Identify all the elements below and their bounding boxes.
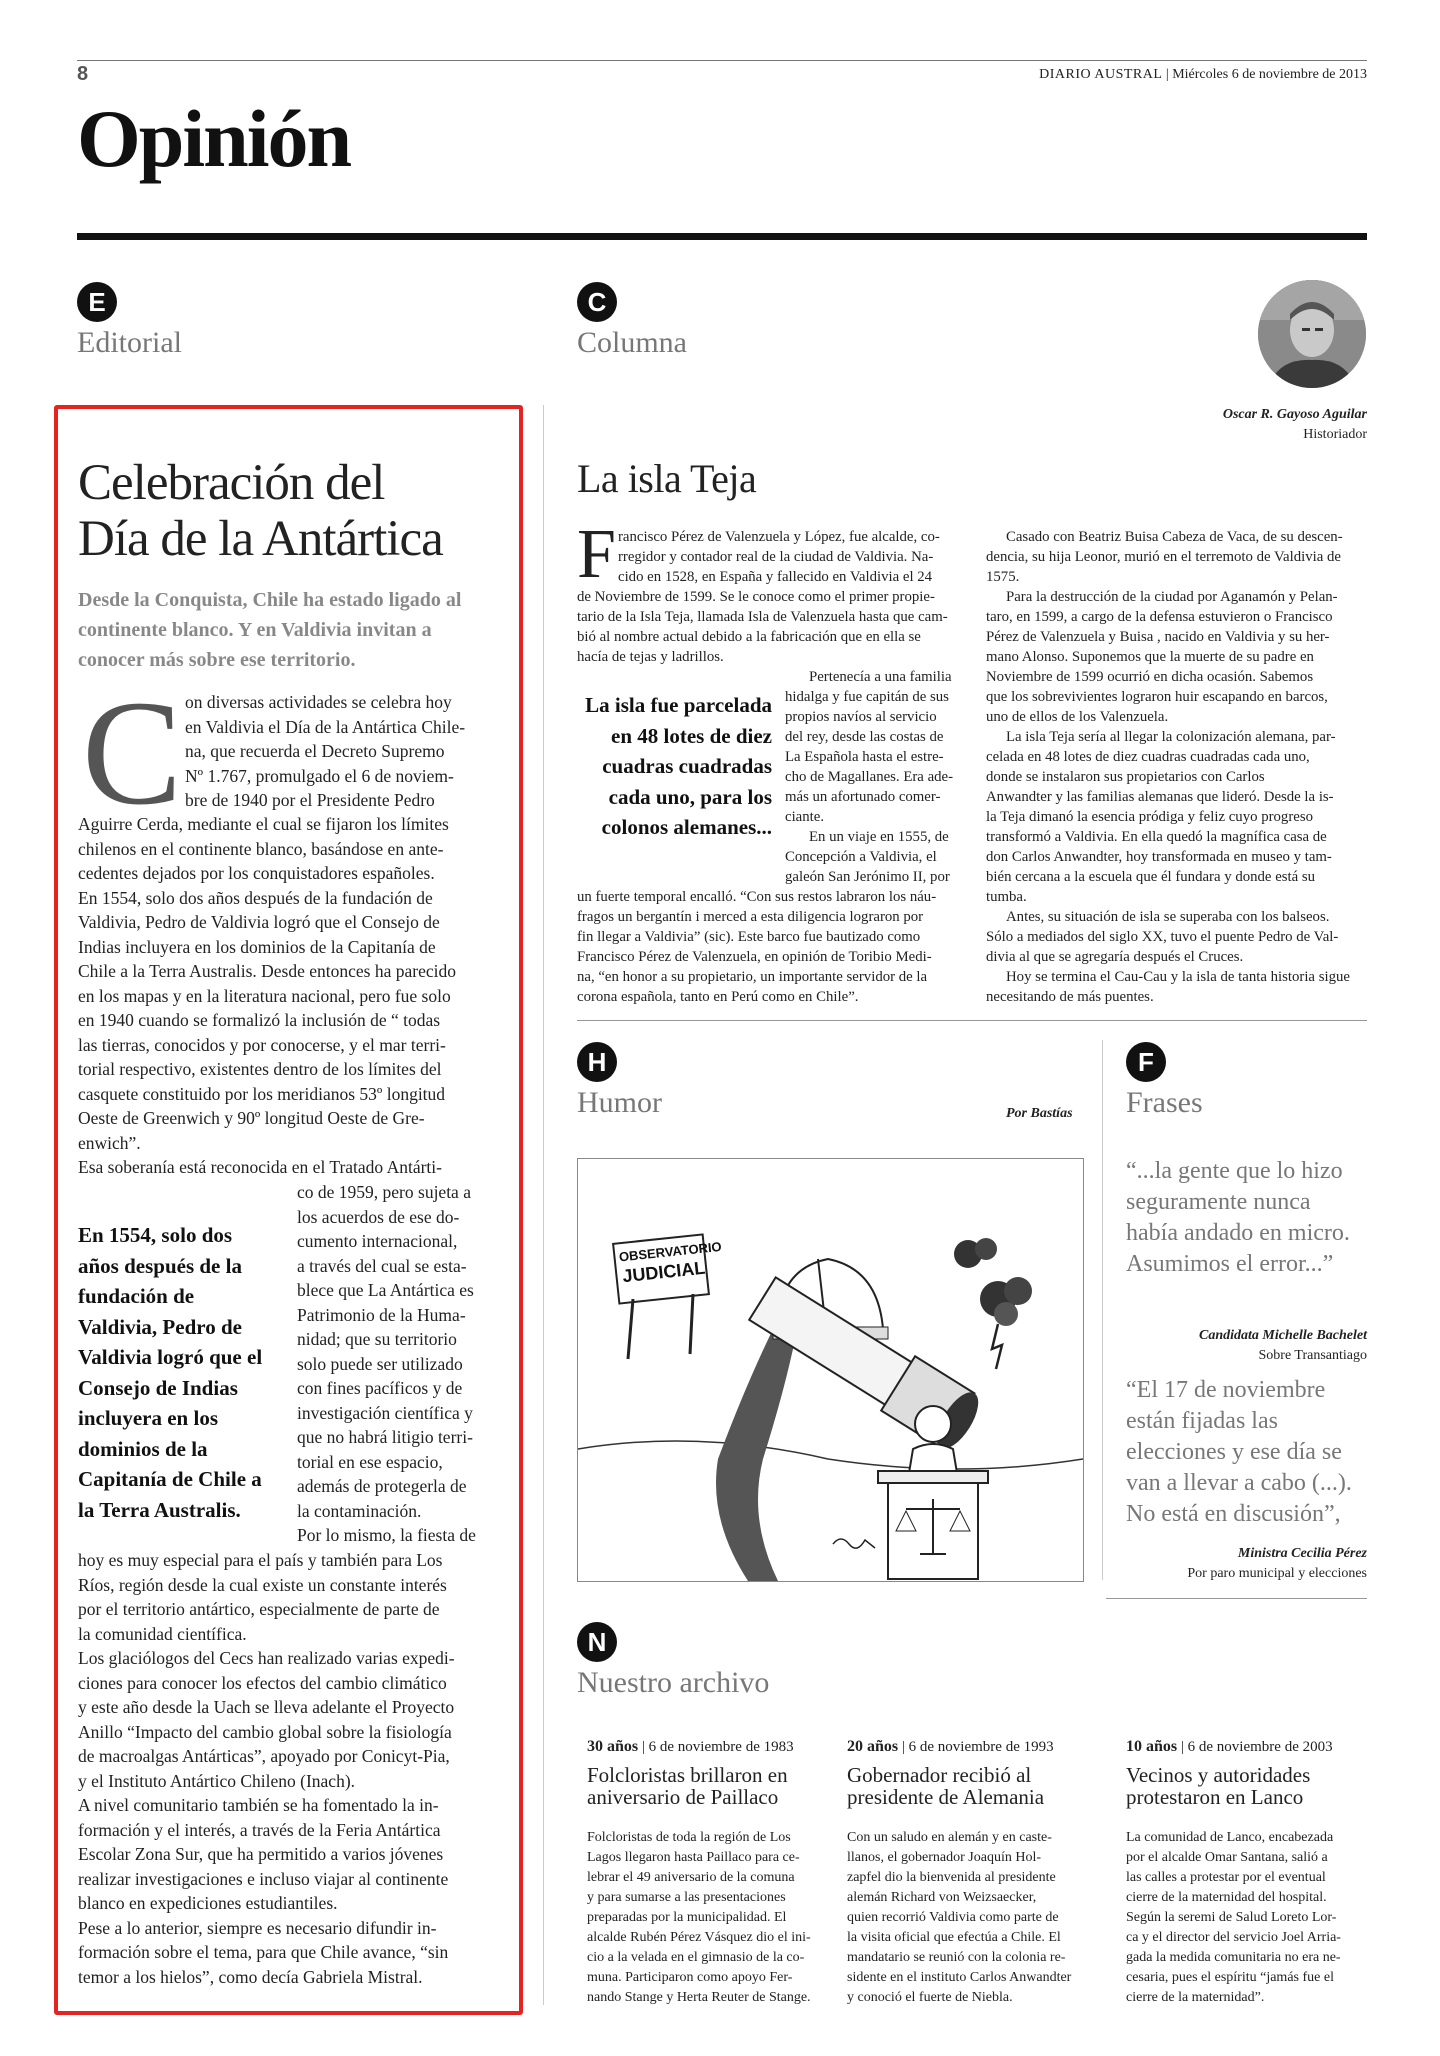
column-divider	[543, 405, 544, 2005]
cartoon-sign-line2: JUDICIAL	[621, 1257, 707, 1287]
text-line: na, “en honor a su propietario, un importante servidor de la	[577, 969, 928, 985]
column-kicker: Columna	[577, 326, 687, 359]
text-line: fin llegar a Valdivia” (sic). Este barco fue bautizado como	[577, 929, 921, 945]
editorial-badge: E	[77, 282, 117, 322]
frase-quote-1: “...la gente que lo hizo seguramente nunca había andado en micro. Asumimos el error...”	[1126, 1158, 1350, 1277]
text-line: Anillo “Impacto del cambio global sobre la fisiología	[78, 1721, 452, 1742]
text-line: alcalde Rubén Pérez Vásquez dio el ini-	[587, 1930, 811, 1945]
text-line: En 1554, solo dos años después de la fundación de	[78, 887, 433, 908]
text-line: y el Instituto Antártico Chileno (Inach).	[78, 1770, 356, 1791]
text-line: las calles a protestar por el eventual	[1126, 1870, 1326, 1885]
text-line: cierre de la maternidad del hospital.	[1126, 1890, 1327, 1905]
text-line: Concepción a Valdivia, el	[785, 849, 937, 865]
text-line: Francisco Pérez de Valenzuela, en opinión de Toribio Medi-	[577, 949, 932, 965]
text-line: cesaria, pues el espíritu “jamás fue el	[1126, 1970, 1334, 1985]
archivo-item-title: Gobernador recibió al presidente de Alemania	[847, 1763, 1045, 1809]
text-line: en Valdivia el Día de la Antártica Chile-	[185, 716, 466, 737]
text-line: divia al que se agregaría después el Cruces.	[986, 949, 1244, 965]
publication-date: Miércoles 6 de noviembre de 2013	[1172, 67, 1367, 82]
editorial-kicker: Editorial	[77, 326, 182, 359]
text-line: temor a los hielos”, como decía Gabriela Mistral.	[78, 1966, 423, 1987]
text-line: La isla Teja sería al llegar la colonización alemana, par-	[1006, 729, 1336, 745]
archivo-badge: N	[577, 1622, 617, 1662]
text-line: que los sobrevivientes lograron huir escapando en barcos,	[986, 689, 1328, 705]
column-badge: C	[577, 282, 617, 322]
editorial-dropcap: C	[82, 670, 183, 836]
editorial-body-intro	[185, 690, 490, 813]
text-line: Indias incluyera en los dominios de la Capitanía de	[78, 936, 436, 957]
text-line: co de 1959, pero sujeta a	[297, 1182, 471, 1202]
text-line: por el alcalde Omar Santana, salió a	[1126, 1850, 1328, 1865]
text-line: corona española, tanto en Perú como en Chile”.	[577, 989, 859, 1005]
text-line: mandatario se reunió con la colonia re-	[847, 1950, 1066, 1965]
humor-credit: Por Bastías	[1006, 1106, 1073, 1121]
frase-attribution-1	[1199, 1326, 1367, 1366]
cartoon-telescope-icon	[578, 1159, 1083, 1581]
text-line: donde se instalaron sus propietarios con Carlos	[986, 769, 1265, 785]
text-line: Pérez de Valenzuela y Buisa , nacido en Valdivia y su her-	[986, 629, 1330, 645]
archivo-item-meta: 20 años | 6 de noviembre de 1993	[847, 1738, 1054, 1755]
humor-cartoon	[577, 1158, 1084, 1582]
text-line: ciante.	[785, 809, 825, 825]
frases-badge: F	[1126, 1042, 1166, 1082]
text-line: dencia, su hija Leonor, murió en el terremoto de Valdivia de	[986, 549, 1341, 565]
text-line: bió al nombre actual debido a la fabricación que en ella se	[577, 629, 921, 645]
text-line: hidalga y fue capitán de sus	[785, 689, 949, 705]
frase-attribution-2	[1187, 1544, 1367, 1584]
text-line: A nivel comunitario también se ha fomentado la in-	[78, 1795, 439, 1815]
text-line: La Española hasta el estre-	[785, 749, 944, 765]
text-line: de Noviembre de 1599. Se le conoce como el primer propie-	[577, 589, 935, 605]
cartoon-sign-line1: OBSERVATORIO	[618, 1238, 723, 1265]
text-line: fragos un bergantín i merced a esta diligencia lograron por	[577, 909, 924, 925]
text-line: Noviembre de 1599 ocurrió en dicha ocasión. Sabemos	[986, 669, 1314, 685]
archivo-item-text	[587, 1828, 832, 2008]
text-line: En un viaje en 1555, de	[809, 829, 949, 845]
text-line: tario de la Isla Teja, llamada Isla de Valenzuela hasta que cam-	[577, 609, 948, 625]
text-line: uno de ellos de los Valenzuela.	[986, 709, 1169, 725]
archivo-item-text	[847, 1828, 1092, 2008]
text-line: formación sobre el tema, para que Chile avance, “sin	[78, 1942, 449, 1962]
editorial-deck: Desde la Conquista, Chile ha estado ligado al continente blanco. Y en Valdivia invitan a conocer más sobre ese territorio.	[78, 589, 462, 671]
column-side	[785, 667, 958, 887]
text-line: torial respectivo, existentes dentro de los límites del	[78, 1059, 442, 1079]
author-avatar	[1258, 280, 1366, 388]
text-line: bién cercana a la escuela que él fundara y donde está su	[986, 869, 1316, 885]
text-line: on diversas actividades se celebra hoy	[185, 692, 452, 712]
text-line: más un afortunado comer-	[785, 789, 941, 805]
text-line: lebrar el 49 aniversario de la comuna	[587, 1870, 795, 1885]
text-line: ca y el director del servicio Joel Arria-	[1126, 1930, 1341, 1945]
column-author-name: Oscar R. Gayoso Aguilar	[1222, 407, 1367, 422]
text-line: los acuerdos de ese do-	[297, 1206, 460, 1227]
text-line: don Carlos Anwandter, hoy transformada en museo y tam-	[986, 849, 1332, 865]
text-line: realizar investigaciones e incluso viajar al continente	[78, 1868, 449, 1889]
text-line: y conoció el fuerte de Niebla.	[847, 1990, 1013, 2005]
text-line: Escolar Zona Sur, que ha permitido a varios jóvenes	[78, 1844, 444, 1864]
text-line: la comunidad científica.	[78, 1623, 247, 1644]
text-line: na, que recuerda el Decreto Supremo	[185, 741, 445, 761]
archivo-kicker: Nuestro archivo	[577, 1666, 770, 1699]
archivo-item	[1126, 1738, 1367, 2008]
text-line: gada la medida comunitaria no era ne-	[1126, 1950, 1341, 1965]
archivo-item-date: 6 de noviembre de 1993	[908, 1739, 1054, 1755]
text-line: las tierras, conocidos y por conocerse, y el mar terri-	[78, 1034, 446, 1055]
column-author-role: Historiador	[1303, 427, 1367, 442]
archivo-item-text	[1126, 1828, 1367, 2008]
archivo-item-meta: 10 años | 6 de noviembre de 2003	[1126, 1738, 1333, 1755]
text-line: alemán Richard von Weizsaecker,	[847, 1890, 1037, 1905]
archivo-item-date: 6 de noviembre de 1983	[648, 1739, 794, 1755]
archivo-item	[587, 1738, 832, 2008]
text-line: investigación científica y	[297, 1402, 473, 1423]
text-line: Anwandter y las familias alemanas que lideró. Desde la is-	[986, 789, 1334, 805]
frase-author-1: Candidata Michelle Bachelet	[1199, 1328, 1367, 1343]
text-line: la contaminación.	[297, 1500, 422, 1521]
text-line: cierre de la maternidad”.	[1126, 1990, 1265, 2005]
publication-name: DIARIO AUSTRAL	[1039, 67, 1163, 82]
text-line: cedentes dejados por los conquistadores españoles.	[78, 863, 435, 883]
editorial-body-side	[297, 1180, 502, 1548]
text-line: Oeste de Greenwich y 90º longitud Oeste de Gre-	[78, 1108, 425, 1128]
text-line: bre de 1940 por el Presidente Pedro	[185, 790, 435, 810]
column-author	[1223, 405, 1367, 445]
text-line: cho de Magallanes. Era ade-	[785, 769, 954, 785]
column-headline: La isla Teja	[577, 456, 757, 501]
frase-quote-2: “El 17 de noviembre están fijadas las elecciones y ese día se van a llevar a cabo (...). No está en discusión”,	[1126, 1377, 1352, 1527]
text-line: galeón San Jerónimo II, por	[785, 869, 950, 885]
text-line: ciones para conocer los efectos del cambio climático	[78, 1672, 447, 1693]
text-line: además de protegerla de	[297, 1476, 467, 1496]
text-line: Pertenecía a una familia	[809, 669, 952, 685]
text-line: Para la destrucción de la ciudad por Aganamón y Pelan-	[1006, 589, 1338, 605]
author-portrait-icon	[1258, 280, 1366, 388]
frase-context-2: Por paro municipal y elecciones	[1187, 1566, 1367, 1581]
text-line: Aguirre Cerda, mediante el cual se fijaron los límites	[78, 814, 449, 834]
text-line: Sólo a mediados del siglo XX, tuvo el puente Pedro de Val-	[986, 929, 1339, 945]
humor-badge: H	[577, 1042, 617, 1082]
text-line: cumento internacional,	[297, 1231, 458, 1251]
text-line: sidente en el instituto Carlos Anwandter	[847, 1970, 1072, 1985]
text-line: enwich”.	[78, 1132, 141, 1153]
frases-divider	[1102, 1040, 1103, 1580]
text-line: hacía de tejas y ladrillos.	[577, 649, 724, 665]
text-line: con fines pacíficos y de	[297, 1378, 463, 1398]
text-line: preparadas por la municipalidad. El	[587, 1910, 787, 1925]
page-number: 8	[77, 63, 89, 85]
text-line: La comunidad de Lanco, encabezada	[1126, 1830, 1334, 1845]
frase-author-2: Ministra Cecilia Pérez	[1237, 1546, 1367, 1561]
column-right	[986, 527, 1367, 1007]
text-line: celada en 48 lotes de diez cuadras cuadradas cada uno,	[986, 749, 1310, 765]
text-line: transformó a Valdivia. En ella quedó la magnífica casa de	[986, 829, 1327, 845]
text-line: necesitando de más puentes.	[986, 989, 1154, 1005]
text-line: nidad; que su territorio	[297, 1329, 457, 1349]
text-line: que no habrá litigio terri-	[297, 1427, 473, 1447]
text-line: propios navíos al servicio	[785, 709, 937, 725]
text-line: Según la seremi de Salud Loreto Lor-	[1126, 1910, 1337, 1925]
text-line: Casado con Beatriz Buisa Cabeza de Vaca, de su descen-	[1006, 529, 1343, 545]
editorial-headline-line2: Día de la Antártica	[78, 511, 443, 567]
section-title: Opinión	[77, 93, 351, 184]
text-line: formación y el interés, a través de la Feria Antártica	[78, 1819, 441, 1840]
frases-kicker: Frases	[1126, 1086, 1203, 1119]
text-line: y este año desde la Uach se lleva adelante el Proyecto	[78, 1697, 455, 1717]
text-line: Los glaciólogos del Cecs han realizado varias expedi-	[78, 1648, 455, 1668]
text-line: en los mapas y en la literatura nacional, pero fue solo	[78, 985, 451, 1006]
archivo-item	[847, 1738, 1092, 2008]
text-line: en 1940 cuando se formalizó la inclusión de “ todas	[78, 1010, 441, 1030]
text-line: Hoy se termina el Cau-Cau y la isla de tanta historia sigue	[1006, 969, 1350, 985]
editorial-headline	[78, 455, 498, 567]
archivo-item-years: 30 años	[587, 1738, 639, 1755]
text-line: cido en 1528, en España y fallecido en Valdivia el 24	[618, 569, 933, 585]
text-line: Antes, su situación de isla se superaba con los balseos.	[1006, 909, 1330, 925]
text-line: chilenos en el continente blanco, basándose en ante-	[78, 838, 444, 859]
text-line: Patrimonio de la Huma-	[297, 1304, 466, 1325]
text-line: quien recorrió Valdivia como parte de	[847, 1910, 1059, 1925]
archivo-item-meta: 30 años | 6 de noviembre de 1983	[587, 1738, 794, 1755]
text-line: de macroalgas Antárticas”, apoyado por Conicyt-Pia,	[78, 1746, 450, 1766]
text-line: zapfel dio la bienvenida al presidente	[847, 1870, 1056, 1885]
text-line: 1575.	[986, 569, 1020, 585]
editorial-body-main	[78, 812, 498, 1180]
publication-line: DIARIO AUSTRAL | Miércoles 6 de noviembre de 2013	[1039, 67, 1367, 82]
frases-bottom-rule	[1106, 1598, 1367, 1599]
text-line: Valdivia, Pedro de Valdivia logró que el Consejo de	[78, 912, 440, 932]
text-line: la Teja dimanó la esencia pródiga y feliz cuyo progreso	[986, 809, 1313, 825]
text-line: Nº 1.767, promulgado el 6 de noviem-	[185, 765, 454, 786]
column-p1-drop	[618, 527, 958, 587]
archivo-item-years: 20 años	[847, 1738, 899, 1755]
text-line: torial en ese espacio,	[297, 1451, 443, 1472]
text-line: llanos, el gobernador Joaquín Hol-	[847, 1850, 1042, 1865]
text-line: Lagos llegaron hasta Paillaco para ce-	[587, 1850, 800, 1865]
text-line: Con un saludo en alemán y en caste-	[847, 1830, 1052, 1845]
text-line: la visita oficial que efectúa a Chile. El	[847, 1930, 1061, 1945]
text-line: Chile a la Terra Australis. Desde entonces ha parecido	[78, 961, 456, 981]
text-line: Folcloristas de toda la región de Los	[587, 1830, 791, 1845]
column-bottom-rule	[577, 1020, 1367, 1021]
archivo-item-title: Folcloristas brillaron en aniversario de Paillaco	[587, 1763, 788, 1809]
editorial-pullquote: En 1554, solo dos años después de la fundación de Valdivia, Pedro de Valdivia logró que el Consejo de Indias incluyera en los dominios de la Capitanía de Chile a la Terra Australis.	[78, 1223, 263, 1522]
text-line: mano Alonso. Suponemos que la muerte de su padre en	[986, 649, 1314, 665]
text-line: rregidor y contador real de la ciudad de Valdivia. Na-	[618, 549, 934, 565]
archivo-item-title: Vecinos y autoridades protestaron en Lanco	[1126, 1763, 1311, 1809]
text-line: solo puede ser utilizado	[297, 1353, 463, 1374]
archivo-item-date: 6 de noviembre de 2003	[1187, 1739, 1333, 1755]
column-p1-rest	[577, 587, 958, 667]
text-line: blece que La Antártica es	[297, 1280, 474, 1300]
column-dropcap: F	[577, 516, 616, 593]
text-line: Ríos, región desde la cual existe un constante interés	[78, 1574, 447, 1595]
text-line: y para sumarse a las presentaciones	[587, 1890, 786, 1905]
header-rule	[77, 60, 1367, 61]
text-line: un fuerte temporal encalló. “Con sus restos labraron los náu-	[577, 889, 937, 905]
text-line: taro, en 1599, a cargo de la defensa estuvieron o Francisco	[986, 609, 1333, 625]
text-line: tumba.	[986, 889, 1027, 905]
archivo-item-years: 10 años	[1126, 1738, 1178, 1755]
text-line: Pese a lo anterior, siempre es necesario difundir in-	[78, 1917, 437, 1938]
text-line: cio a la velada en el gimnasio de la co-	[587, 1950, 805, 1965]
text-line: blanco en expediciones estudiantiles.	[78, 1893, 338, 1913]
text-line: Esa soberanía está reconocida en el Tratado Antárti-	[78, 1157, 442, 1177]
text-line: del rey, desde las costas de	[785, 729, 944, 745]
text-line: a través del cual se esta-	[297, 1255, 467, 1276]
text-line: rancisco Pérez de Valenzuela y López, fue alcalde, co-	[618, 529, 940, 545]
text-line: por el territorio antártico, especialmente de parte de	[78, 1599, 440, 1619]
editorial-body-end	[78, 1548, 498, 1989]
frase-context-1: Sobre Transantiago	[1258, 1348, 1367, 1363]
column-pullquote: La isla fue parcelada en 48 lotes de diez cuadras cuadradas cada uno, para los colonos alemanes...	[585, 693, 772, 839]
text-line: hoy es muy especial para el país y también para Los	[78, 1550, 443, 1570]
text-line: casquete constituido por los meridianos 53º longitud	[78, 1083, 446, 1104]
humor-kicker: Humor	[577, 1086, 662, 1119]
section-rule	[77, 233, 1367, 240]
text-line: muna. Participaron como apoyo Fer-	[587, 1970, 793, 1985]
text-line: nando Stange y Herta Reuter de Stange.	[587, 1990, 811, 2005]
text-line: Por lo mismo, la fiesta de	[297, 1525, 476, 1545]
editorial-headline-line1: Celebración del	[78, 455, 385, 511]
column-p3	[577, 887, 958, 1007]
